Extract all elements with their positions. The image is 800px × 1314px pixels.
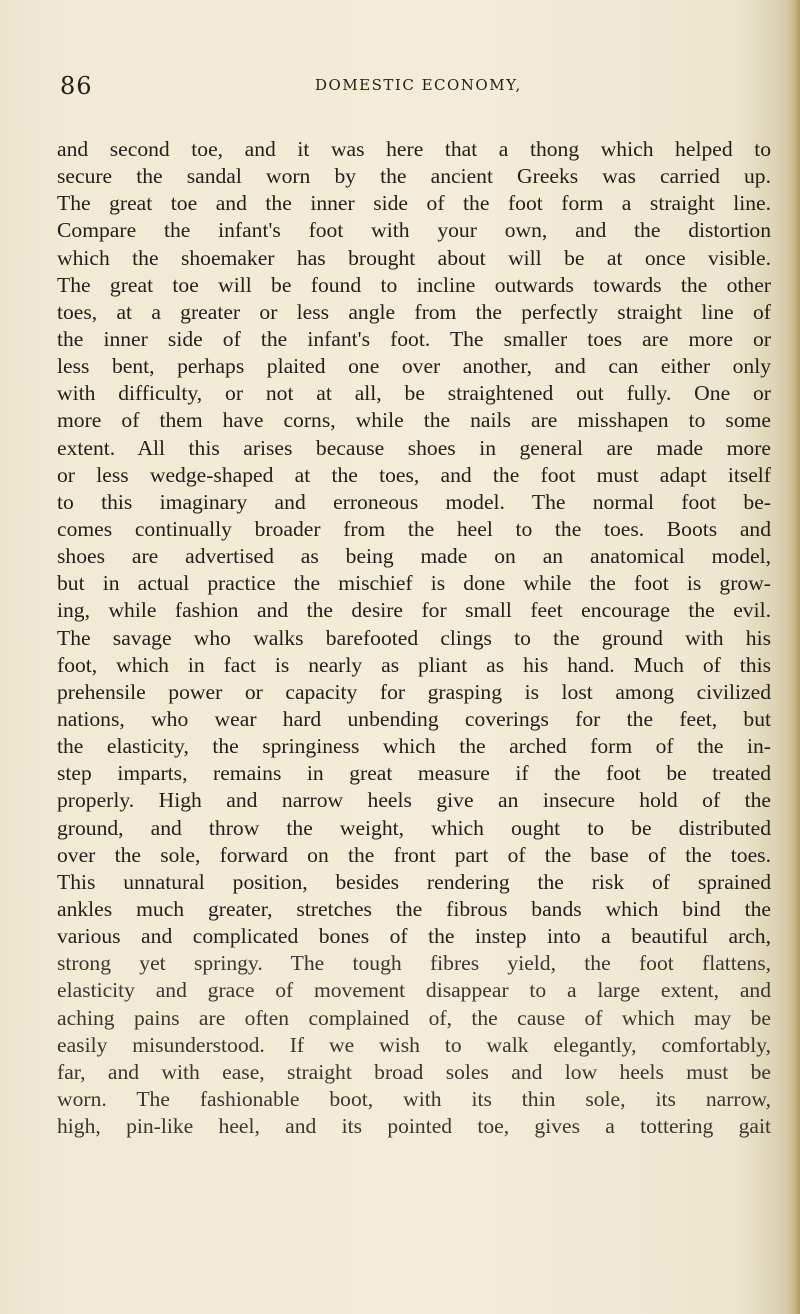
body-text <box>57 136 771 1140</box>
text-line: The great toe will be found to incline outwards towards the other <box>57 272 771 297</box>
page-number: 86 <box>60 72 93 100</box>
text-line: prehensile power or capacity for grasping is lost among civilized <box>57 679 771 704</box>
text-line: strong yet springy. The tough fibres yield, the foot flattens, <box>57 951 771 976</box>
text-line: worn. The fashionable boot, with its thin sole, its narrow, <box>57 1086 771 1111</box>
text-line: step imparts, remains in great measure if the foot be treated <box>57 761 771 786</box>
text-line: far, and with ease, straight broad soles and low heels must be <box>57 1059 771 1084</box>
text-line: foot, which in fact is nearly as pliant as his hand. Much of this <box>57 652 771 677</box>
text-line: more of them have corns, while the nails are misshapen to some <box>57 408 771 433</box>
text-line: easily misunderstood. If we wish to walk elegantly, comfortably, <box>57 1032 771 1057</box>
text-line: properly. High and narrow heels give an insecure hold of the <box>57 788 771 813</box>
text-line: ankles much greater, stretches the fibrous bands which bind the <box>57 896 771 921</box>
text-line: The savage who walks barefooted clings to the ground with his <box>57 625 771 650</box>
text-line: the inner side of the infant's foot. The smaller toes are more or <box>57 326 771 351</box>
text-line: and second toe, and it was here that a thong which helped to <box>57 137 771 161</box>
text-line: extent. All this arises because shoes in general are made more <box>57 435 771 460</box>
text-line: nations, who wear hard unbending coverings for the feet, but <box>57 706 771 731</box>
text-line: This unnatural position, besides rendering the risk of sprained <box>57 869 771 894</box>
text-line: ing, while fashion and the desire for small feet encourage the evil. <box>57 598 771 623</box>
text-line: which the shoemaker has brought about will be at once visible. <box>57 245 771 270</box>
text-line: elasticity and grace of movement disappear to a large extent, and <box>57 978 771 1003</box>
text-line: toes, at a greater or less angle from the perfectly straight line of <box>57 299 771 324</box>
page-header <box>60 72 760 108</box>
text-line: The great toe and the inner side of the foot form a straight line. <box>57 191 771 216</box>
text-line: shoes are advertised as being made on an anatomical model, <box>57 544 771 569</box>
text-line: with difficulty, or not at all, be straightened out fully. One or <box>57 381 771 406</box>
text-line: various and complicated bones of the instep into a beautiful arch, <box>57 924 771 949</box>
text-line: the elasticity, the springiness which the arched form of the in- <box>57 734 771 759</box>
text-line: or less wedge-shaped at the toes, and the foot must adapt itself <box>57 462 771 487</box>
text-line: over the sole, forward on the front part of the base of the toes. <box>57 842 771 867</box>
page-edge-shadow <box>788 0 800 1314</box>
text-line: to this imaginary and erroneous model. The normal foot be- <box>57 489 771 514</box>
text-line: Compare the infant's foot with your own, and the distortion <box>57 218 771 243</box>
text-line: comes continually broader from the heel to the toes. Boots and <box>57 516 771 541</box>
text-line: high, pin-like heel, and its pointed toe, gives a tottering gait <box>57 1114 771 1139</box>
text-line: aching pains are often complained of, the cause of which may be <box>57 1005 771 1030</box>
text-line: secure the sandal worn by the ancient Greeks was carried up. <box>57 164 771 189</box>
text-line: ground, and throw the weight, which ought to be distributed <box>57 815 771 840</box>
running-head: DOMESTIC ECONOMY, <box>315 76 522 94</box>
text-line: less bent, perhaps plaited one over another, and can either only <box>57 354 771 379</box>
text-line: but in actual practice the mischief is done while the foot is grow- <box>57 571 771 596</box>
